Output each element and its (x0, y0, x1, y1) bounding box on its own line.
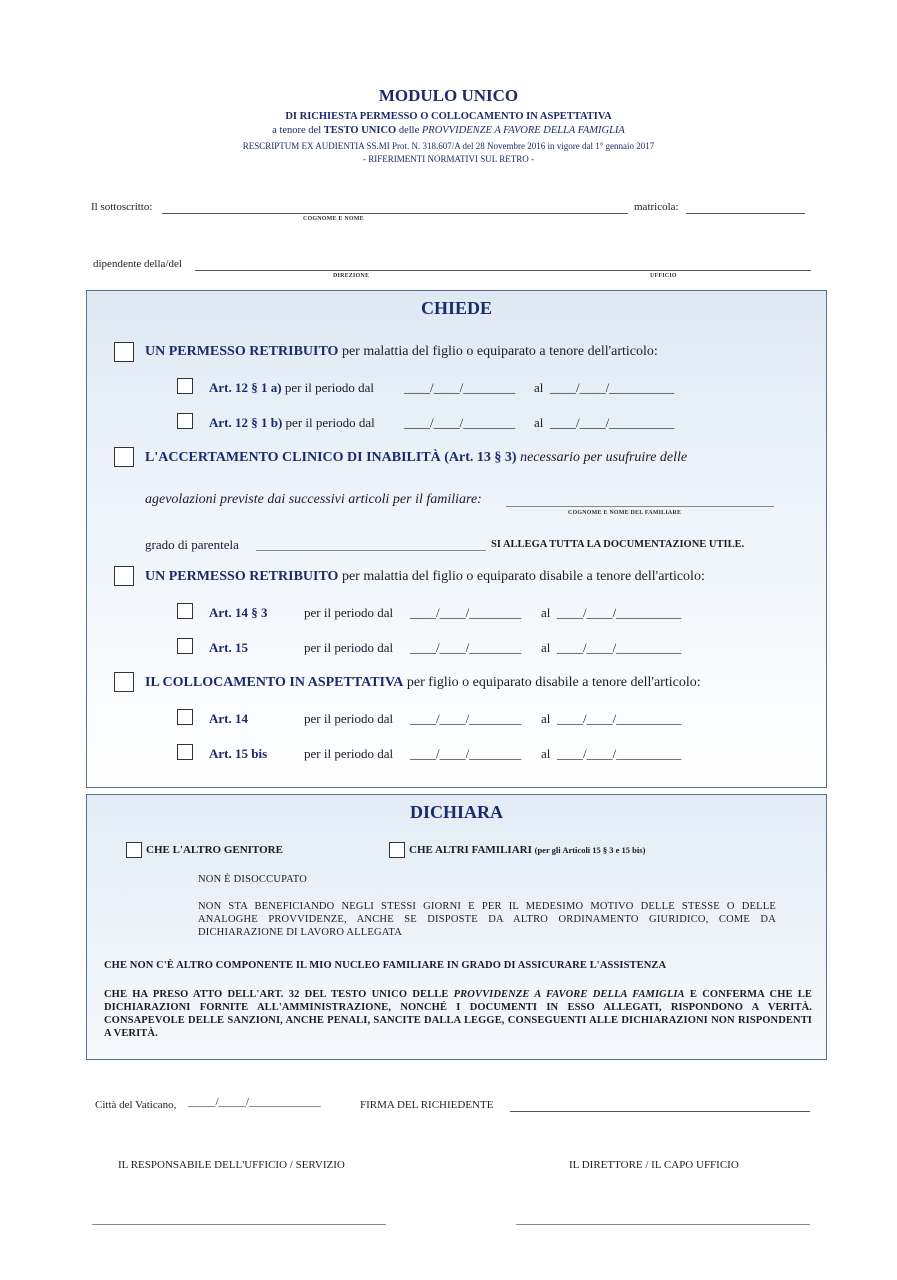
accertamento-checkbox[interactable] (114, 447, 134, 467)
art12b-date-to[interactable]: ____/____/__________ (550, 415, 675, 430)
preso-atto-italic: PROVVIDENZE A FAVORE DELLA FAMIGLIA (453, 989, 685, 1000)
art14-label-text: Art. 14 (209, 711, 248, 726)
art14-date-to[interactable]: ____/____/__________ (557, 711, 682, 726)
art14-al: al (541, 711, 551, 726)
art12a-label: Art. 12 § 1 a) (209, 380, 282, 395)
art12a-row (209, 380, 374, 396)
art15-date-from[interactable]: ____/____/________ (410, 640, 522, 655)
permesso-retribuito-text (145, 344, 658, 360)
art15bis-label-text: Art. 15 bis (209, 746, 268, 761)
art15bis-label (209, 746, 267, 762)
direzione-caption: DIREZIONE (333, 273, 370, 279)
permesso-disabile-checkbox[interactable] (114, 566, 134, 586)
art12b-date-from[interactable]: ____/____/________ (404, 415, 516, 430)
art14-date-from[interactable]: ____/____/________ (410, 711, 522, 726)
art14s3-checkbox[interactable] (177, 603, 193, 619)
non-disoccupato-text: NON È DISOCCUPATO (198, 874, 308, 885)
aspettativa-rest: per figlio o equiparato disabile a tenore dell'articolo: (403, 675, 701, 690)
cognome-nome-field[interactable] (162, 213, 628, 214)
tenore-bold: TESTO UNICO (323, 125, 397, 136)
direttore-label: IL DIRETTORE / IL CAPO UFFICIO (569, 1159, 739, 1171)
accertamento-text (145, 450, 687, 466)
accertamento-bold: L'ACCERTAMENTO CLINICO DI INABILITÀ (145, 450, 441, 465)
responsabile-signature-field[interactable] (92, 1224, 386, 1225)
aspettativa-text (145, 675, 701, 691)
art12b-periodo: per il periodo dal (282, 415, 375, 430)
art14-label (209, 711, 248, 727)
riferimenti-text: - RIFERIMENTI NORMATIVI SUL RETRO - (363, 154, 534, 164)
art15bis-al: al (541, 746, 551, 761)
art14s3-label (209, 605, 268, 621)
accertamento-art: (Art. 13 § 3) (440, 450, 517, 465)
nucleo-familiare-text: CHE NON C'È ALTRO COMPONENTE IL MIO NUCLEO FAMILIARE IN GRADO DI ASSICURARE L'ASSISTENZA (104, 960, 667, 971)
altri-familiari-checkbox[interactable] (389, 842, 405, 858)
grado-field[interactable] (256, 550, 486, 551)
permesso-disabile-bold: UN PERMESSO RETRIBUITO (145, 569, 339, 584)
art12a-date-to[interactable]: ____/____/__________ (550, 380, 675, 395)
art12b-label: Art. 12 § 1 b) (209, 415, 283, 430)
familiare-field[interactable] (506, 506, 774, 507)
citta-date-field[interactable]: _____/_____/_____________ (188, 1096, 321, 1108)
citta-label: Città del Vaticano, (95, 1099, 177, 1111)
tenore-italic: PROVVIDENZE A FAVORE DELLA FAMIGLIA (421, 125, 625, 136)
art15bis-date-from[interactable]: ____/____/________ (410, 746, 522, 761)
aspettativa-checkbox[interactable] (114, 672, 134, 692)
dipendente-label: dipendente della/del (93, 258, 182, 270)
direzione-ufficio-field[interactable] (195, 270, 811, 271)
accertamento-italic: necessario per usufruire delle (516, 450, 688, 465)
art14s3-al: al (541, 605, 551, 620)
agevolazioni-text: agevolazioni previste dai successivi articoli per il familiare: (145, 492, 482, 507)
permesso-retribuito-checkbox[interactable] (114, 342, 134, 362)
art12a-al: al (534, 380, 544, 395)
allega-text: SI ALLEGA TUTTA LA DOCUMENTAZIONE UTILE. (491, 539, 745, 550)
art15-periodo: per il periodo dal (304, 640, 394, 655)
art12a-periodo: per il periodo dal (281, 380, 374, 395)
altro-genitore-label: CHE L'ALTRO GENITORE (146, 844, 283, 856)
familiare-caption: COGNOME E NOME DEL FAMILIARE (568, 510, 682, 516)
art12b-row (209, 415, 375, 431)
chiede-heading: CHIEDE (420, 298, 492, 318)
art15bis-checkbox[interactable] (177, 744, 193, 760)
art15bis-periodo: per il periodo dal (304, 746, 394, 761)
direttore-signature-field[interactable] (516, 1224, 810, 1225)
non-sta-beneficiando-text: NON STA BENEFICIANDO NEGLI STESSI GIORNI E PER IL MEDESIMO MOTIVO DELLE STESSE O DELLE ANALOGHE PROVVIDENZE, ANCHE SE DISPOSTE DA ALTRO ORDINAMENTO GIURIDICO, COME DA DICHIARAZIONE DI LAVORO ALLEGATA (198, 901, 776, 938)
art14s3-date-to[interactable]: ____/____/__________ (557, 605, 682, 620)
permesso-disabile-rest: per malattia del figlio o equiparato disabile a tenore dell'articolo: (338, 569, 705, 584)
form-tenore (0, 125, 897, 136)
art15-label (209, 640, 248, 656)
permesso-retribuito-rest: per malattia del figlio o equiparato a tenore dell'articolo: (338, 344, 658, 359)
responsabile-label: IL RESPONSABILE DELL'UFFICIO / SERVIZIO (118, 1159, 345, 1171)
tenore-mid: delle (396, 125, 422, 136)
form-subtitle: DI RICHIESTA PERMESSO O COLLOCAMENTO IN ASPETTATIVA (285, 111, 612, 122)
permesso-retribuito-bold: UN PERMESSO RETRIBUITO (145, 344, 339, 359)
altri-familiari-label (409, 844, 645, 856)
matricola-field[interactable] (686, 213, 805, 214)
firma-field[interactable] (510, 1111, 810, 1112)
grado-label: grado di parentela (145, 537, 239, 552)
ufficio-caption: UFFICIO (650, 273, 677, 279)
art15-al: al (541, 640, 551, 655)
art15bis-date-to[interactable]: ____/____/__________ (557, 746, 682, 761)
art14-checkbox[interactable] (177, 709, 193, 725)
preso-atto-text (104, 988, 812, 1040)
dichiara-heading: DICHIARA (409, 802, 503, 822)
art14-periodo: per il periodo dal (304, 711, 394, 726)
preso-atto-1: CHE HA PRESO ATTO DELL'ART. 32 DEL TESTO UNICO DELLE (104, 989, 454, 1000)
form-title: MODULO UNICO (378, 86, 519, 105)
art12a-checkbox[interactable] (177, 378, 193, 394)
aspettativa-bold: IL COLLOCAMENTO IN ASPETTATIVA (145, 675, 404, 690)
altri-familiari-text: CHE ALTRI FAMILIARI (409, 844, 532, 856)
art14s3-date-from[interactable]: ____/____/________ (410, 605, 522, 620)
altro-genitore-checkbox[interactable] (126, 842, 142, 858)
sottoscritto-label: Il sottoscritto: (91, 201, 153, 213)
art15-date-to[interactable]: ____/____/__________ (557, 640, 682, 655)
art14s3-periodo: per il periodo dal (304, 605, 394, 620)
art12b-al: al (534, 415, 544, 430)
cognome-nome-caption: COGNOME E NOME (303, 216, 364, 222)
permesso-disabile-text (145, 569, 705, 585)
preso-atto-2: E CONFERMA CHE LE DICHIARAZIONI FORNITE ALL'AMMINISTRAZIONE, NONCHÉ I DOCUMENTI IN ESSO ALLEGATI, RISPONDONO A VERITÀ. CONSAPEVOLE DELLE SANZIONI, ANCHE PENALI, SANCITE DALLA LEGGE, CONSEGUENTI ALLE DICHIARAZIONI NON RISPONDENTI A VERITÀ. (104, 989, 813, 1039)
altri-familiari-note: (per gli Articoli 15 § 3 e 15 bis) (534, 845, 646, 855)
art15-label-text: Art. 15 (209, 640, 248, 655)
matricola-label: matricola: (634, 201, 679, 213)
art12b-checkbox[interactable] (177, 413, 193, 429)
firma-label: FIRMA DEL RICHIEDENTE (360, 1099, 494, 1111)
rescriptum-text: RESCRIPTUM EX AUDIENTIA SS.MI Prot. N. 318.607/A del 28 Novembre 2016 in vigore dal 1° gennaio 2017 (242, 141, 655, 151)
art15-checkbox[interactable] (177, 638, 193, 654)
tenore-pre: a tenore del (272, 125, 324, 136)
art12a-date-from[interactable]: ____/____/________ (404, 380, 516, 395)
art14s3-label-text: Art. 14 § 3 (209, 605, 268, 620)
